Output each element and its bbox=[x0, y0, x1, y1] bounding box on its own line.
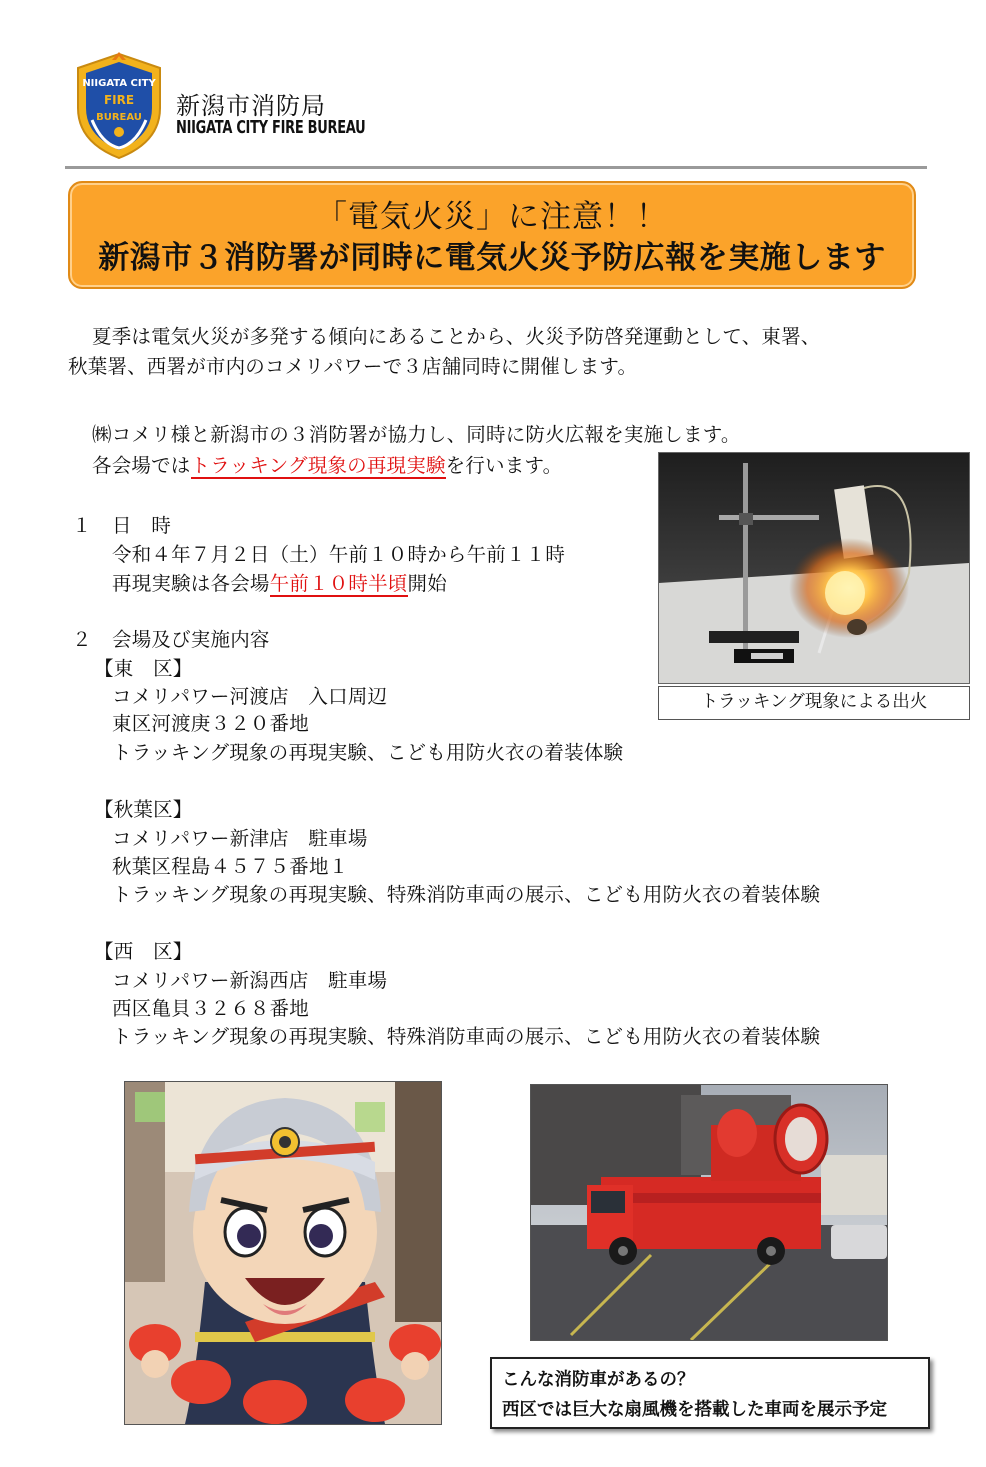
tracking-photo-caption: トラッキング現象による出火 bbox=[658, 686, 970, 720]
venue-east-store: コメリパワー河渡店 入口周辺 bbox=[112, 685, 388, 708]
truck-caption-line-2: 西区では巨大な扇風機を搭載した車両を展示予定 bbox=[502, 1400, 887, 1420]
mascot-photo bbox=[124, 1081, 442, 1425]
venues-heading: 会場及び実施内容 bbox=[112, 628, 270, 651]
experiment-time-highlight: 午前１０時半頃 bbox=[269, 572, 408, 595]
venue-nishi-store: コメリパワー新潟西店 駐車場 bbox=[112, 969, 388, 992]
fire-truck-photo bbox=[530, 1084, 888, 1341]
venue-east-content: トラッキング現象の再現実験、こども用防火衣の着装体験 bbox=[112, 741, 624, 764]
cooperation-line-2 bbox=[92, 452, 562, 480]
venue-nishi-content: トラッキング現象の再現実験、特殊消防車両の展示、こども用防火衣の着装体験 bbox=[112, 1025, 821, 1048]
org-name-en: NIIGATA CITY FIRE BUREAU bbox=[176, 118, 366, 139]
title-banner bbox=[68, 181, 916, 289]
venue-east-address: 東区河渡庚３２０番地 bbox=[112, 712, 310, 735]
fire-truck-caption bbox=[490, 1357, 930, 1429]
title-line-2: 新潟市３消防署が同時に電気火災予防広報を実施します bbox=[98, 240, 886, 276]
fire-bureau-logo bbox=[72, 50, 166, 162]
title-line-1: 「電気火災」に注意！！ bbox=[316, 199, 668, 235]
experiment-time-after: 開始 bbox=[407, 572, 447, 595]
logo-text-top: NIIGATA CITY bbox=[82, 78, 156, 89]
cooperation-text-after: を行います。 bbox=[445, 454, 563, 477]
schedule-heading: 日 時 bbox=[112, 514, 172, 537]
venue-akiha-store: コメリパワー新津店 駐車場 bbox=[112, 827, 368, 850]
tracking-fire-photo bbox=[658, 452, 970, 684]
venue-akiha-address: 秋葉区程島４５７５番地１ bbox=[112, 855, 349, 878]
venues-heading-number: ２ bbox=[72, 628, 92, 651]
intro-line-2: 秋葉署、西署が市内のコメリパワーで３店舗同時に開催します。 bbox=[68, 355, 638, 378]
venue-akiha-content: トラッキング現象の再現実験、特殊消防車両の展示、こども用防火衣の着装体験 bbox=[112, 883, 821, 906]
logo-text-mid: FIRE bbox=[103, 93, 135, 107]
truck-caption-line-1: こんな消防車があるの？ bbox=[502, 1370, 695, 1390]
cooperation-text-before: 各会場では bbox=[92, 454, 191, 477]
schedule-heading-number: １ bbox=[72, 514, 92, 537]
tracking-experiment-highlight: トラッキング現象の再現実験 bbox=[190, 454, 446, 477]
venue-akiha-ward: 【秋葉区】 bbox=[94, 798, 193, 821]
schedule-date: 令和４年７月２日（土）午前１０時から午前１１時 bbox=[112, 543, 566, 566]
venue-nishi-ward: 【西 区】 bbox=[94, 940, 193, 963]
venue-east-ward: 【東 区】 bbox=[94, 657, 193, 680]
intro-line-1: 夏季は電気火災が多発する傾向にあることから、火災予防啓発運動として、東署、 bbox=[92, 325, 821, 348]
experiment-time-before: 再現実験は各会場 bbox=[112, 572, 270, 595]
schedule-experiment-time bbox=[112, 570, 447, 598]
venue-nishi-address: 西区亀貝３２６８番地 bbox=[112, 997, 310, 1020]
org-name-ja: 新潟市消防局 bbox=[176, 92, 326, 120]
header-divider bbox=[65, 166, 927, 169]
logo-text-bottom: BUREAU bbox=[96, 112, 142, 123]
cooperation-line-1: ㈱コメリ様と新潟市の３消防署が協力し、同時に防火広報を実施します。 bbox=[92, 423, 741, 446]
